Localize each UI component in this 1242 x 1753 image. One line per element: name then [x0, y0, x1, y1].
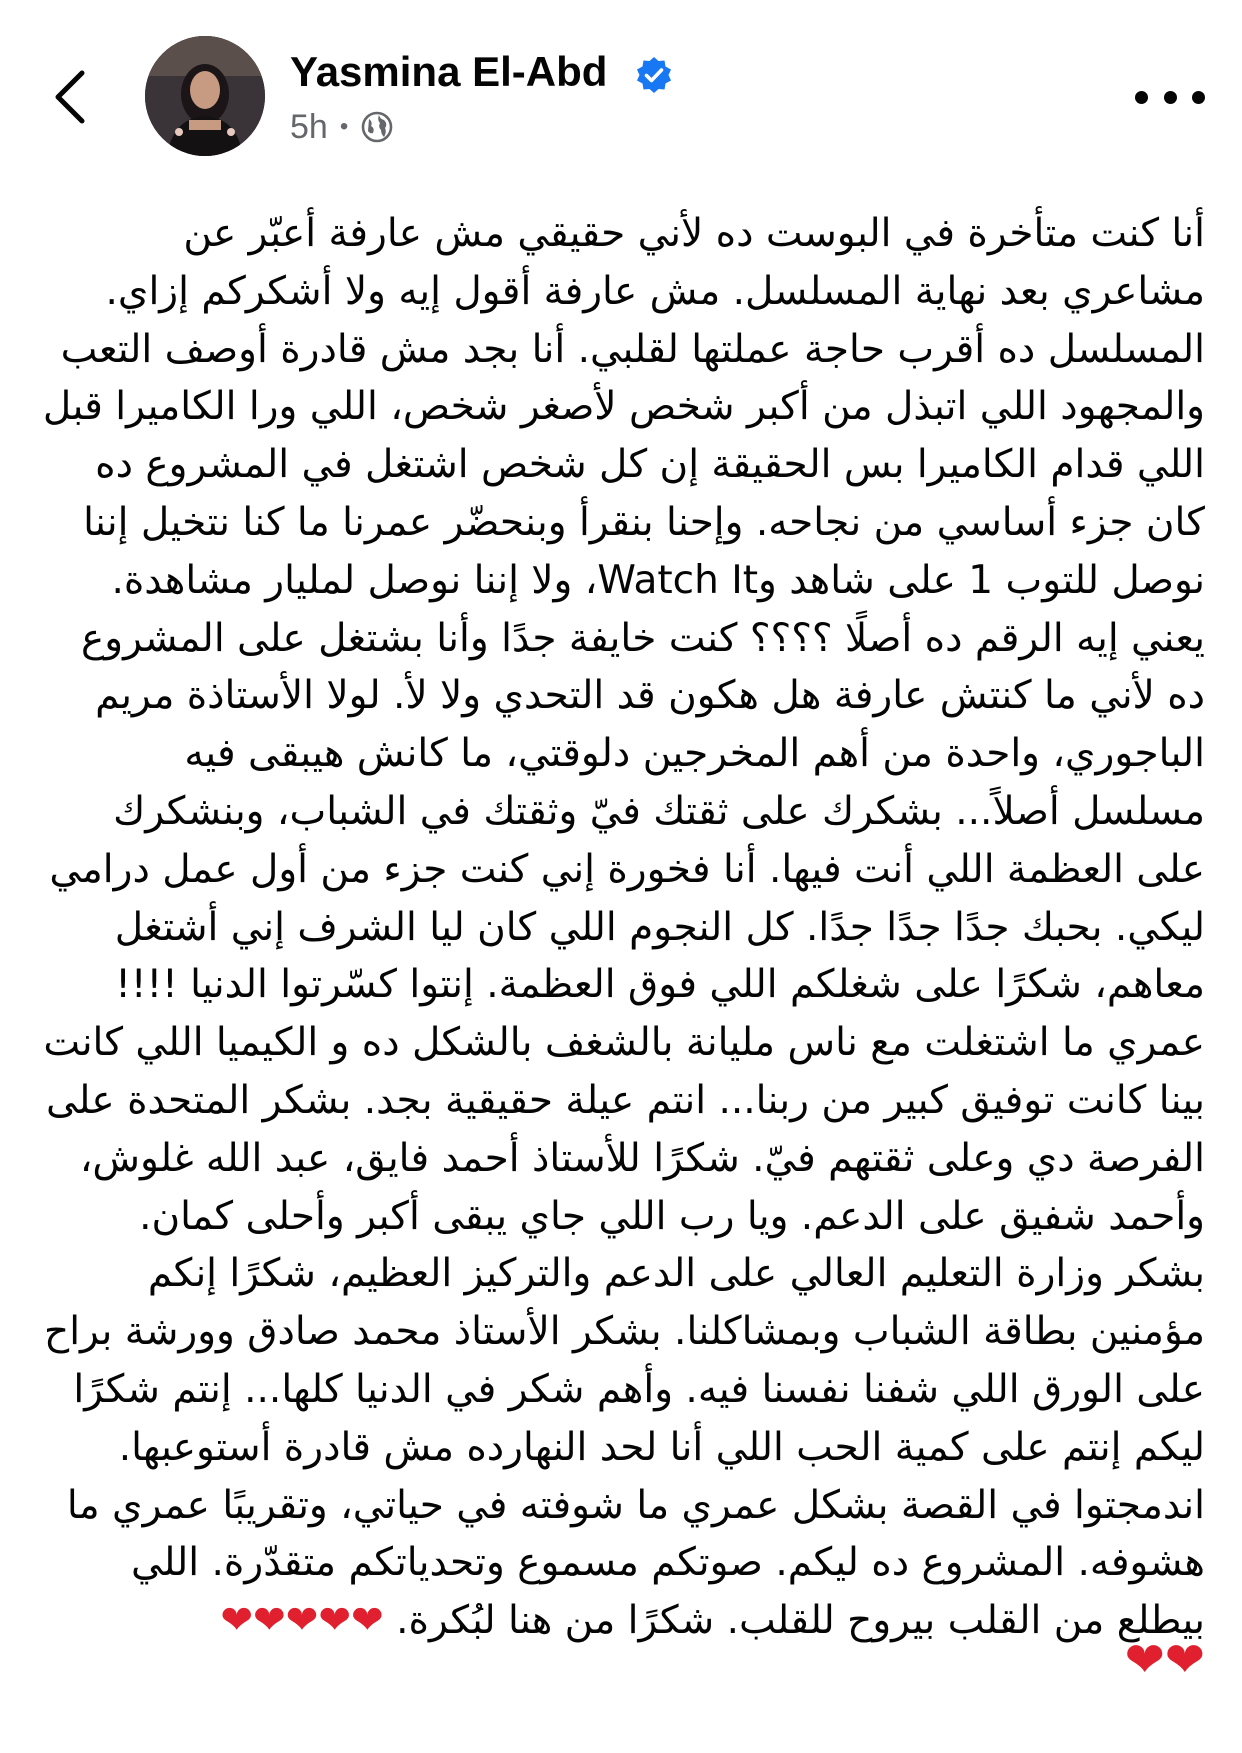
avatar[interactable] [145, 36, 265, 156]
back-button[interactable] [40, 62, 100, 132]
post-time[interactable]: 5h [290, 107, 328, 146]
author-name[interactable]: Yasmina El-Abd [290, 48, 608, 95]
post-body [40, 205, 1205, 1650]
heart-emoji-group: ❤❤ [1124, 1632, 1205, 1688]
avatar-photo [145, 36, 265, 156]
chevron-left-icon [52, 69, 88, 125]
post-meta [290, 104, 394, 150]
more-dot [1164, 91, 1177, 104]
verified-badge-icon [635, 56, 673, 94]
heart-emoji-group: ❤❤❤❤❤ [220, 1598, 384, 1644]
globe-icon[interactable] [360, 110, 394, 144]
post-header [0, 0, 1242, 160]
more-dot [1135, 91, 1148, 104]
more-dot [1192, 91, 1205, 104]
more-options-button[interactable] [1135, 82, 1205, 112]
meta-separator: • [339, 113, 349, 140]
post-text: أنا كنت متأخرة في البوست ده لأني حقيقي مش عارفة أعبّر عن مشاعري بعد نهاية المسلسل. مش عارفة أقول إيه ولا أشكركم إزاي. المسلسل ده أقرب حاجة عملتها لقلبي. أنا بجد مش قادرة أوصف التعب والمجهود اللي اتبذل من أكبر شخص لأصغر شخص، اللي ورا الكاميرا قبل اللي قدام الكاميرا بس الحقيقة إن كل شخص اشتغل في المشروع ده كان جزء أساسي من نجاحه. وإحنا بنقرأ وبنحضّر عمرنا ما كنا نتخيل إننا نوصل للتوب 1 على شاهد وWatch It، ولا إننا نوصل لمليار مشاهدة. يعني إيه الرقم ده أصلًا ؟؟؟؟ كنت خايفة جدًا وأنا بشتغل على المشروع ده لأني ما كنتش عارفة هل هكون قد التحدي ولا لأ. لولا الأستاذة مريم الباجوري، واحدة من أهم المخرجين دلوقتي، ما كانش هيبقى فيه مسلسل أصلاً... بشكرك على ثقتك فيّ وثقتك في الشباب، وبنشكرك على العظمة اللي أنت فيها. أنا فخورة إني كنت جزء من أول عمل درامي ليكي. بحبك جدًا جدًا جدًا. كل النجوم اللي كان ليا الشرف إني أشتغل معاهم، شكرًا على شغلكم اللي فوق العظمة. إنتوا كسّرتوا الدنيا !!!! عمري ما اشتغلت مع ناس مليانة بالشغف بالشكل ده و الكيميا اللي كانت بينا كانت توفيق كبير من ربنا... انتم عيلة حقيقية بجد. بشكر المتحدة على الفرصة دي وعلى ثقتهم فيّ. شكرًا للأستاذ أحمد فايق، عبد الله غلوش، وأحمد شفيق على الدعم. ويا رب اللي جاي يبقى أكبر وأحلى كمان. بشكر وزارة التعليم العالي على الدعم والتركيز العظيم، شكرًا إنكم مؤمنين بطاقة الشباب وبمشاكلنا. بشكر الأستاذ محمد صادق وورشة براح على الورق اللي شفنا نفسنا فيه. وأهم شكر في الدنيا كلها... إنتم شكرًا ليكم إنتم على كمية الحب اللي أنا لحد النهارده مش قادرة أستوعبها. اندمجتوا في القصة بشكل عمري ما شوفته في حياتي، وتقريبًا عمري ما هشوفه. المشروع ده ليكم. صوتكم مسموع وتحدياتكم متقدّرة. اللي بيطلع من القلب بيروح للقلب. شكرًا من هنا لبُكرة. [42, 211, 1205, 1644]
post-hearts-row [40, 1630, 1205, 1690]
